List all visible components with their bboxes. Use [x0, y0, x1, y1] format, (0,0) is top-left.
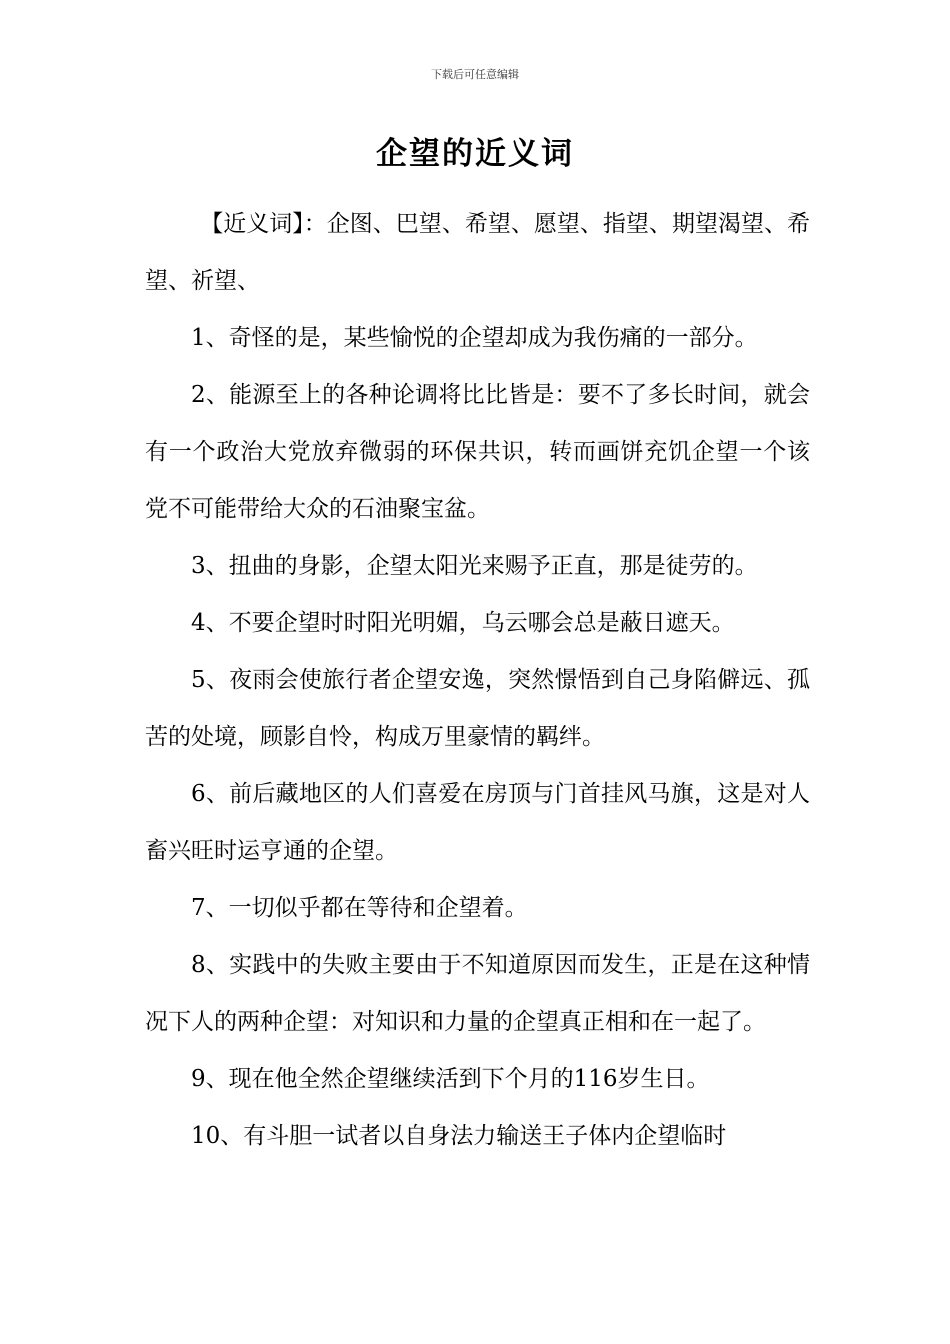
example-sentence-1: 1、奇怪的是，某些愉悦的企望却成为我伤痛的一部分。 — [191, 325, 758, 351]
example-sentence-8: 8、实践中的失败主要由于不知道原因而发生，正是在这种情况下人的两种企望：对知识和力量的企望真正相和在一起了。 — [145, 952, 810, 1035]
example-sentence-5: 5、夜雨会使旅行者企望安逸，突然憬悟到自己身陷僻远、孤苦的处境，顾影自怜，构成万里豪情的羁绊。 — [145, 667, 810, 750]
example-sentence-2: 2、能源至上的各种论调将比比皆是：要不了多长时间，就会有一个政治大党放弃微弱的环保共识，转而画饼充饥企望一个该党不可能带给大众的石油聚宝盆。 — [145, 382, 810, 522]
example-sentence-6: 6、前后藏地区的人们喜爱在房顶与门首挂风马旗，这是对人畜兴旺时运亨通的企望。 — [145, 781, 810, 864]
document-body — [145, 196, 810, 1165]
synonyms-paragraph: 【近义词】：企图、巴望、希望、愿望、指望、期望渴望、希望、祈望、 — [145, 211, 810, 294]
page-title: 企望的近义词 — [376, 136, 574, 172]
header-note: 下载后可任意编辑 — [431, 68, 519, 81]
example-sentence-4: 4、不要企望时时阳光明媚，乌云哪会总是蔽日遮天。 — [191, 610, 735, 636]
example-sentence-9: 9、现在他全然企望继续活到下个月的116岁生日。 — [191, 1066, 710, 1092]
example-sentence-3: 3、扭曲的身影，企望太阳光来赐予正直，那是徒劳的。 — [191, 553, 758, 579]
example-sentence-7: 7、一切似乎都在等待和企望着。 — [191, 895, 528, 921]
example-sentence-10: 10、有斗胆一试者以自身法力输送王子体内企望临时 — [191, 1123, 727, 1149]
